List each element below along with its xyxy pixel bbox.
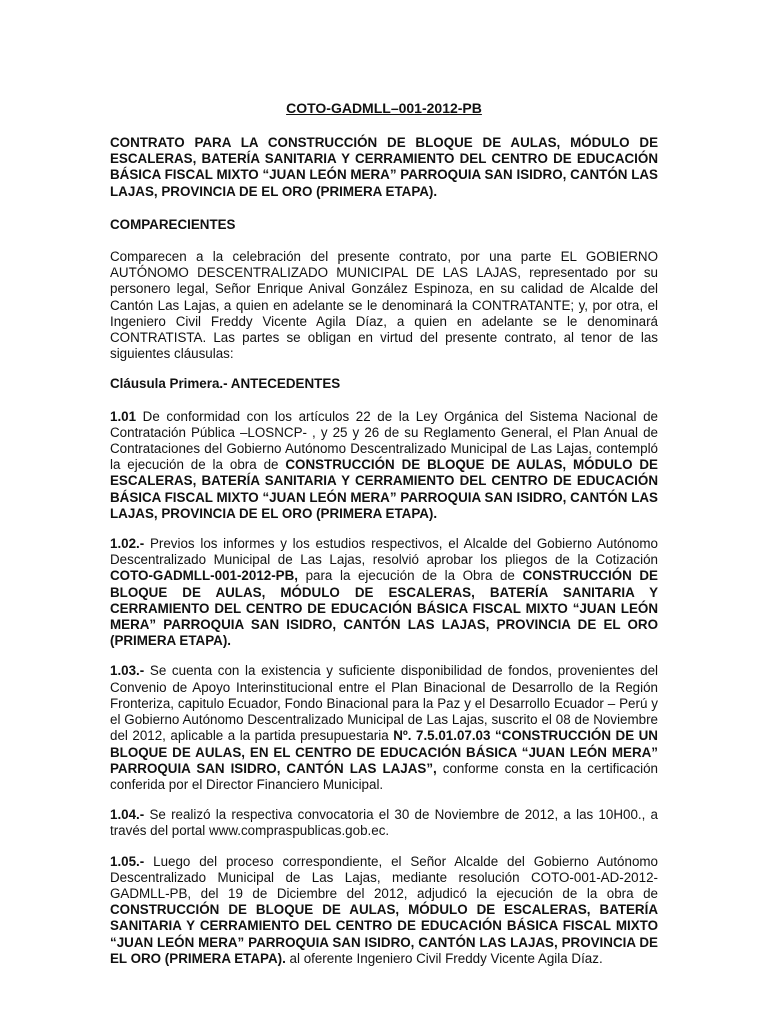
paragraph-bold-text: Nº. 7.5.01.07.03 “CONSTRUCCIÓN DE UN BLOQUE DE AULAS, EN EL CENTRO DE EDUCACIÓN BÁSICA “JUAN LEÓN MERA” PARROQUIA SAN ISIDRO, CANTÓN LAS LAJAS”,	[110, 728, 658, 776]
paragraph-text: Previos los informes y los estudios respectivos, el Alcalde del Gobierno Autónomo Descentralizado Municipal de Las Lajas, resolvió aprobar los pliegos de la Cotización	[110, 536, 658, 568]
paragraph-number: 1.01	[110, 408, 137, 424]
paragraph-1-02	[110, 536, 658, 649]
paragraph-text: para la ejecución de la Obra de	[298, 568, 523, 584]
paragraph-bold-text: CONSTRUCCIÓN DE BLOQUE DE AULAS, MÓDULO DE ESCALERAS, BATERÍA SANITARIA Y CERRAMIENTO DEL CENTRO DE EDUCACIÓN BÁSICA FISCAL MIXTO “JUAN LEÓN MERA” PARROQUIA SAN ISIDRO, CANTÓN LAS LAJAS, PROVINCIA DE EL ORO (PRIMERA ETAPA).	[110, 457, 658, 521]
paragraph-text: Luego del proceso correspondiente, el Señor Alcalde del Gobierno Autónomo Descentralizado Municipal de Las Lajas, mediante resolución COTO-001-AD-2012-GADMLL-PB, del 19 de Diciembre del 2012, adjudicó la ejecución de la obra de	[110, 853, 658, 901]
comparecientes-paragraph: Comparecen a la celebración del presente contrato, por una parte EL GOBIERNO AUTÓNOMO DESCENTRALIZADO MUNICIPAL DE LAS LAJAS, representado por su personero legal, Señor Enrique Anival González Espinoza, en su calidad de Alcalde del Cantón Las Lajas, a quien en adelante se le denominará la CONTRATANTE; y, por otra, el Ingeniero Civil Freddy Vicente Agila Díaz, a quien en adelante se le denominará CONTRATISTA. Las partes se obligan en virtud del presente contrato, al tenor de las siguientes cláusulas:	[110, 249, 658, 362]
paragraph-number: 1.04.-	[110, 807, 145, 823]
paragraph-1-04	[110, 807, 658, 839]
paragraph-1-05	[110, 854, 658, 967]
contract-code: COTO-GADMLL–001-2012-PB	[286, 100, 482, 116]
paragraph-number: 1.05.-	[110, 853, 145, 869]
paragraph-text: Se cuenta con la existencia y suficiente disponibilidad de fondos, provenientes del Convenio de Apoyo Interinstitucional entre el Plan Binacional de Desarrollo de la Región Fronteriza, capitulo Ecuador, Fondo Binacional para la Paz y el Desarrollo Ecuador – Perú y el Gobierno Autónomo Descentralizado Municipal de Las Lajas, suscrito el 08 de Noviembre del 2012, aplicable a la partida presupuestaria	[110, 663, 658, 744]
paragraph-bold-text: COTO-GADMLL-001-2012-PB,	[110, 568, 298, 584]
paragraph-text: Se realizó la respectiva convocatoria el 30 de Noviembre de 2012, a las 10H00., a través del portal www.compraspublicas.gob.ec.	[110, 807, 658, 839]
paragraph-text: conforme consta en la certificación conferida por el Director Financiero Municipal.	[110, 760, 659, 792]
comparecientes-heading: COMPARECIENTES	[110, 216, 236, 232]
paragraph-1-03	[110, 663, 658, 793]
contract-title: CONTRATO PARA LA CONSTRUCCIÓN DE BLOQUE DE AULAS, MÓDULO DE ESCALERAS, BATERÍA SANITARIA Y CERRAMIENTO DEL CENTRO DE EDUCACIÓN BÁSICA FISCAL MIXTO “JUAN LEÓN MERA” PARROQUIA SAN ISIDRO, CANTÓN LAS LAJAS, PROVINCIA DE EL ORO (PRIMERA ETAPA).	[110, 135, 658, 199]
paragraph-text: De conformidad con los artículos 22 de la Ley Orgánica del Sistema Nacional de Contratación Pública –LOSNCP- , y 25 y 26 de su Reglamento General, el Plan Anual de Contrataciones del Gobierno Autónomo Descentralizado Municipal de Las Lajas, contempló la ejecución de la obra de	[110, 408, 658, 473]
paragraph-text: al oferente Ingeniero Civil Freddy Vicente Agila Díaz.	[285, 950, 603, 966]
paragraph-1-01	[110, 409, 658, 522]
clausula-primera-heading: Cláusula Primera.- ANTECEDENTES	[110, 376, 341, 392]
paragraph-number: 1.03.-	[110, 663, 145, 679]
paragraph-bold-text: CONSTRUCCIÓN DE BLOQUE DE AULAS, MÓDULO DE ESCALERAS, BATERÍA SANITARIA Y CERRAMIENTO DEL CENTRO DE EDUCACIÓN BÁSICA FISCAL MIXTO “JUAN LEÓN MERA” PARROQUIA SAN ISIDRO, CANTÓN LAS LAJAS, PROVINCIA DE EL ORO (PRIMERA ETAPA).	[110, 902, 658, 966]
paragraph-number: 1.02.-	[110, 536, 145, 552]
paragraph-bold-text: CONSTRUCCIÓN DE BLOQUE DE AULAS, MÓDULO DE ESCALERAS, BATERÍA SANITARIA Y CERRAMIENTO DEL CENTRO DE EDUCACIÓN BÁSICA FISCAL MIXTO “JUAN LEÓN MERA” PARROQUIA SAN ISIDRO, CANTÓN LAS LAJAS, PROVINCIA DE EL ORO (PRIMERA ETAPA).	[110, 568, 658, 649]
